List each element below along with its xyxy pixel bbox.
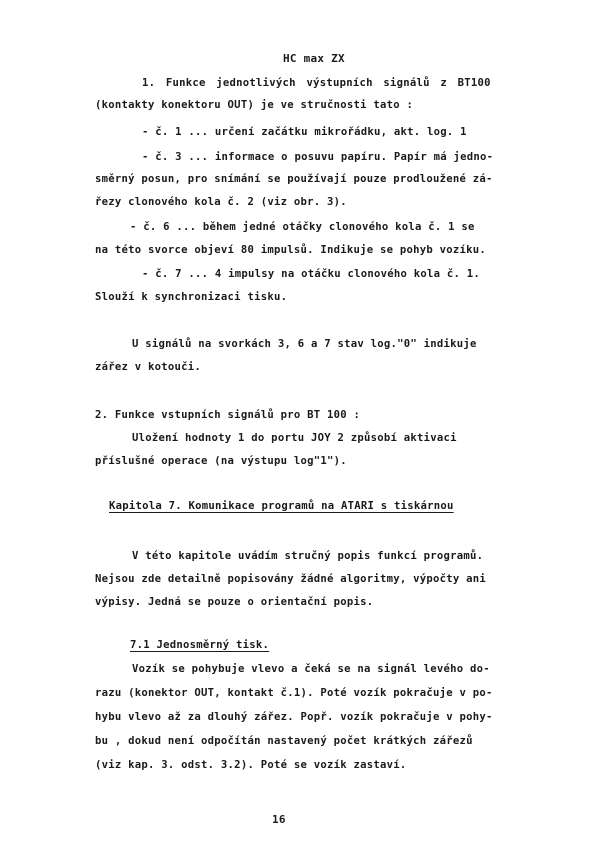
section2-line-1: 2. Funkce vstupních signálů pro BT 100 : [95,409,361,421]
section1-line-7: - č. 6 ... během jedné otáčky clonového kola č. 1 se [130,221,475,233]
section1-line-10: Slouží k synchronizaci tisku. [95,291,288,303]
section1-line-3: - č. 1 ... určení začátku mikrořádku, akt. log. 1 [142,126,467,138]
subsection-line-5: (viz kap. 3. odst. 3.2). Poté se vozík zastaví. [95,759,407,771]
chapter-intro-line-2: Nejsou zde detailně popisovány žádné algoritmy, výpočty ani [95,573,487,585]
note-line-1: U signálů na svorkách 3, 6 a 7 stav log."0" indikuje [132,338,477,350]
note-line-2: zářez v kotouči. [95,361,202,373]
subsection-title: 7.1 Jednosměrný tisk. [130,639,270,651]
subsection-line-4: bu , dokud není odpočítán nastavený počet krátkých zářezů [95,735,473,747]
subsection-line-2: razu (konektor OUT, kontakt č.1). Poté vozík pokračuje v po- [95,687,493,699]
chapter-title: Kapitola 7. Komunikace programů na ATARI s tiskárnou [109,500,454,512]
section1-line-4: - č. 3 ... informace o posuvu papíru. Papír má jedno- [142,151,494,163]
section1-line-9: - č. 7 ... 4 impulsy na otáčku clonového kola č. 1. [142,268,481,280]
chapter-intro-line-3: výpisy. Jedná se pouze o orientační popis. [95,596,374,608]
section1-line-5: směrný posun, pro snímání se používají pouze prodloužené zá- [95,173,493,185]
subsection-line-3: hybu vlevo až za dlouhý zářez. Popř. vozík pokračuje v pohy- [95,711,493,723]
page-number: 16 [272,813,286,826]
section1-line-1: 1. Funkce jednotlivých výstupních signálů z BT100 [142,77,491,89]
subsection-line-1: Vozík se pohybuje vlevo a čeká se na signál levého do- [132,663,490,675]
section1-line-6: řezy clonového kola č. 2 (viz obr. 3). [95,196,347,208]
chapter-intro-line-1: V této kapitole uvádím stručný popis funkcí programů. [132,550,484,562]
section2-line-3: příslušné operace (na výstupu log"1"). [95,455,347,467]
section2-line-2: Uložení hodnoty 1 do portu JOY 2 způsobí aktivaci [132,432,457,444]
section1-line-8: na této svorce objeví 80 impulsů. Indikuje se pohyb vozíku. [95,244,487,256]
page-header: HC max ZX [283,52,345,65]
section1-line-2: (kontakty konektoru OUT) je ve stručnosti tato : [95,99,414,111]
